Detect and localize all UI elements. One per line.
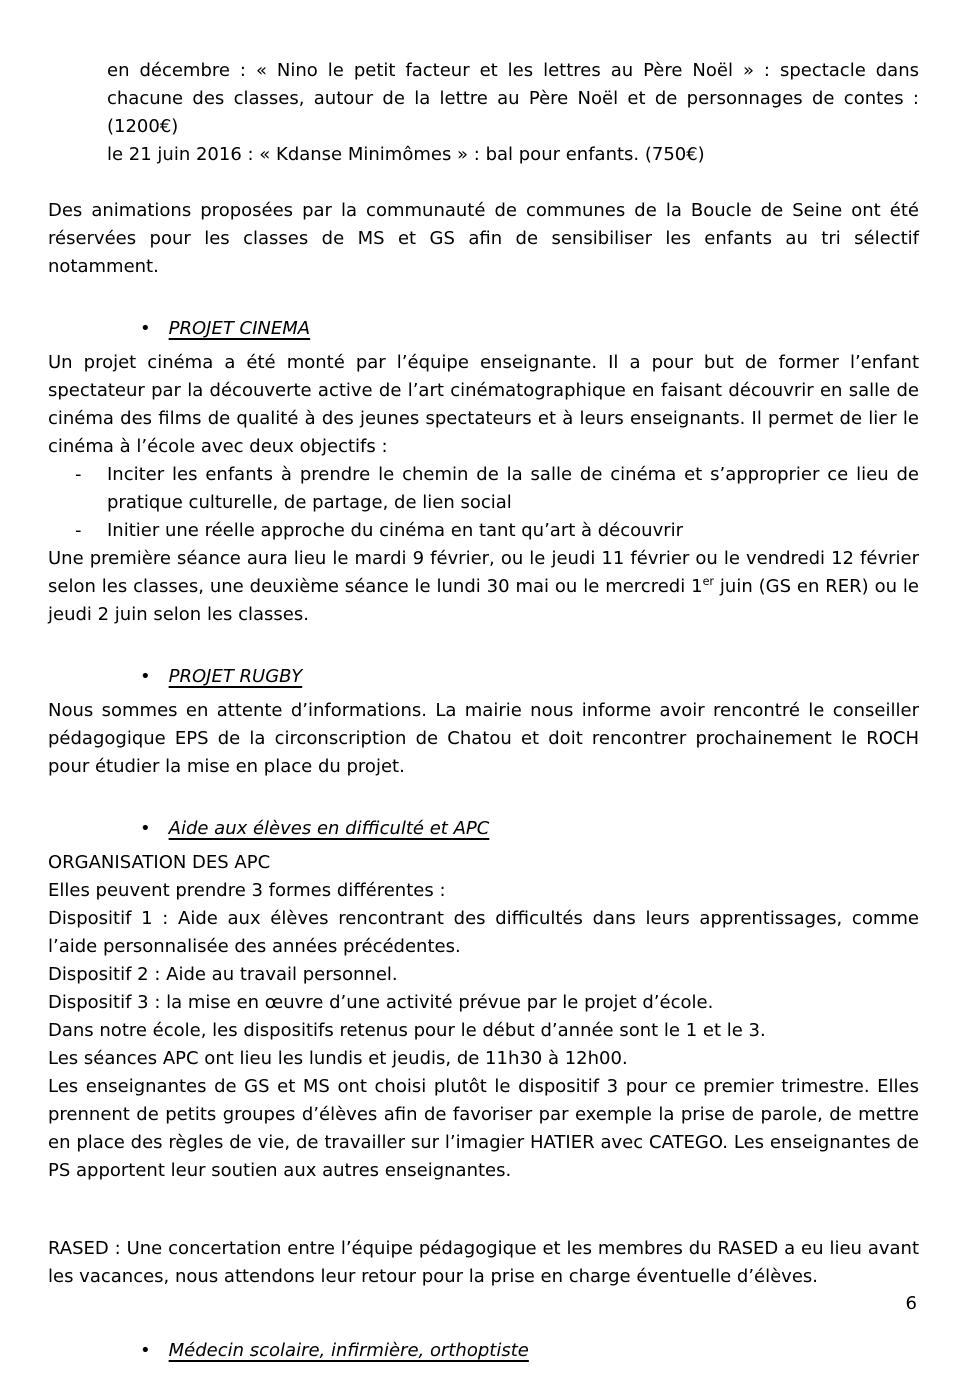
apc-line-retenus: Dans notre école, les dispositifs retenus pour le début d’année sont le 1 et le 3.	[48, 1020, 766, 1041]
cinema-objective-text-1: Inciter les enfants à prendre le chemin de la salle de cinéma et s’approprier ce lieu de pratique culturelle, de partage, de lien social	[107, 464, 919, 513]
spectacles-block	[107, 57, 919, 169]
page-number: 6	[905, 1293, 917, 1314]
cinema-objective-text-2: Initier une réelle approche du cinéma en tant qu’art à découvrir	[107, 520, 684, 541]
bullet-icon: •	[140, 318, 151, 339]
apc-line-enseignantes: Les enseignantes de GS et MS ont choisi plutôt le dispositif 3 pour ce premier trimestre. Elles prennent de petits groupes d’élèves afin de favoriser par exemple la prise de parole, de mettre en place des règles de vie, de travailler sur l’imagier HATIER avec CATEGO. Les enseignantes de PS apportent leur soutien aux autres enseignantes.	[48, 1076, 919, 1181]
cinema-intro-paragraph: Un projet cinéma a été monté par l’équipe enseignante. Il a pour but de former l’enfant spectateur par la découverte active de l’art cinématographique en faisant découvrir en salle de cinéma des films de qualité à des jeunes spectateurs et à leurs enseignants. Il permet de lier le cinéma à l’école avec deux objectifs :	[48, 352, 919, 457]
heading-projet-rugby	[140, 663, 919, 691]
heading-projet-rugby-label: PROJET RUGBY	[168, 666, 303, 687]
dash-marker-icon: -	[75, 520, 82, 541]
bullet-icon: •	[140, 818, 151, 839]
apc-line-dispositif-3: Dispositif 3 : la mise en œuvre d’une activité prévue par le projet d’école.	[48, 992, 714, 1013]
cinema-objective-item	[48, 461, 919, 517]
rased-paragraph: RASED : Une concertation entre l’équipe pédagogique et les membres du RASED a eu lieu avant les vacances, nous attendons leur retour pour la prise en charge éventuelle d’élèves.	[48, 1238, 919, 1287]
rugby-paragraph: Nous sommes en attente d’informations. La mairie nous informe avoir rencontré le conseiller pédagogique EPS de la circonscription de Chatou et doit rencontrer prochainement le ROCH pour étudier la mise en place du projet.	[48, 700, 919, 777]
heading-aide-apc-label: Aide aux élèves en difficulté et APC	[168, 818, 490, 839]
seances-superscript: er	[702, 575, 715, 588]
seances-text-after: juin (GS en RER) ou le jeudi 2 juin selon les classes.	[48, 576, 919, 625]
apc-line-dispositif-2: Dispositif 2 : Aide au travail personnel.	[48, 964, 398, 985]
cinema-seances-paragraph	[48, 545, 919, 629]
heading-aide-apc	[140, 815, 919, 843]
bullet-icon: •	[140, 1340, 151, 1361]
bullet-icon: •	[140, 666, 151, 687]
apc-line-dispositif-1: Dispositif 1 : Aide aux élèves rencontrant des difficultés dans leurs apprentissages, comme l’aide personnalisée des années précédentes.	[48, 908, 919, 957]
spectacle-december-paragraph: en décembre : « Nino le petit facteur et les lettres au Père Noël » : spectacle dans chacune des classes, autour de la lettre au Père Noël et de personnages de contes : (1200€)	[107, 60, 919, 137]
apc-line-formes: Elles peuvent prendre 3 formes différentes :	[48, 880, 446, 901]
apc-line-horaires: Les séances APC ont lieu les lundis et jeudis, de 11h30 à 12h00.	[48, 1048, 628, 1069]
dash-marker-icon: -	[75, 464, 82, 485]
heading-projet-cinema	[140, 315, 919, 343]
cinema-objective-item	[48, 517, 919, 545]
seances-text-before: Une première séance aura lieu le mardi 9 février, ou le jeudi 11 février ou le vendredi 12 février selon les classes, une deuxième séance le lundi 30 mai ou le mercredi 1	[48, 548, 919, 597]
animations-paragraph: Des animations proposées par la communauté de communes de la Boucle de Seine ont été réservées pour les classes de MS et GS afin de sensibiliser les enfants au tri sélectif notamment.	[48, 200, 919, 277]
spectacle-june-paragraph: le 21 juin 2016 : « Kdanse Minimômes » : bal pour enfants. (750€)	[107, 144, 705, 165]
heading-medecin-scolaire-label: Médecin scolaire, infirmière, orthoptiste	[168, 1340, 529, 1361]
apc-organisation-title: ORGANISATION DES APC	[48, 852, 271, 873]
heading-medecin-scolaire	[140, 1337, 919, 1365]
heading-projet-cinema-label: PROJET CINEMA	[168, 318, 311, 339]
